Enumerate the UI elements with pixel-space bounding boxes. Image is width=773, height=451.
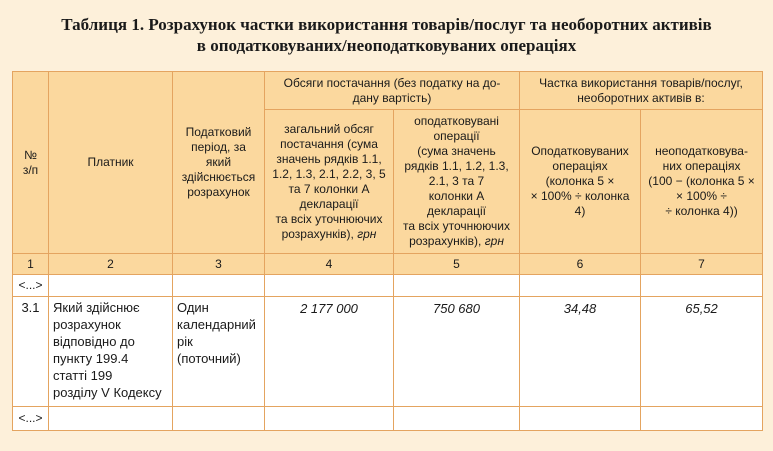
header-row-number: № з/п (13, 72, 49, 254)
column-number: 3 (173, 254, 265, 274)
column-number: 6 (520, 254, 641, 274)
unit-uah: грн (357, 226, 377, 241)
header-total-supply: загальний обсяг постачання (сума значень рядків 1.1, 1.2, 1.3, 2.1, 2.2, 3, 5 та 7 колонки А декларації та всіх уточнюючих розрахунків), грн (265, 110, 394, 254)
unit-uah: грн (484, 234, 504, 249)
header-taxable-share: Оподатковуваних операціях (колонка 5 × × 100% ÷ колонка 4) (520, 110, 641, 254)
column-number: 4 (265, 254, 394, 274)
header-nontaxable-share: неоподатковува- них операціях (100 − (колонка 5 × × 100% ÷ ÷ колонка 4)) (641, 110, 763, 254)
calculation-table (12, 71, 763, 431)
column-number: 7 (641, 254, 763, 274)
payer-description: Який здійснює розрахунок відповідно до пункту 199.4 статті 199 розділу V Кодексу (49, 296, 173, 406)
header-supply-volumes: Обсяги постачання (без податку на до- дану вартість) (265, 72, 520, 110)
nontaxable-share-value: 65,52 (641, 296, 763, 406)
total-supply-value: 2 177 000 (265, 296, 394, 406)
taxable-share-value: 34,48 (520, 296, 641, 406)
header-payer: Платник (49, 72, 173, 254)
tax-period-description: Один календарний рік (поточний) (173, 296, 265, 406)
column-number: 1 (13, 254, 49, 274)
header-tax-period: Податковий період, за який здійснюється розрахунок (173, 72, 265, 254)
table-title (0, 14, 773, 56)
taxable-operations-value: 750 680 (394, 296, 520, 406)
ellipsis-cell: <...> (13, 274, 49, 296)
header-usage-share: Частка використання товарів/послуг, необоротних активів в: (520, 72, 763, 110)
row-number: 3.1 (13, 296, 49, 406)
table-title-line-2: в оподатковуваних/неоподатковуваних операціях (196, 36, 577, 55)
column-number: 2 (49, 254, 173, 274)
column-number: 5 (394, 254, 520, 274)
ellipsis-cell: <...> (13, 406, 49, 430)
table-row (13, 296, 763, 406)
header-taxable-operations: оподатковувані операції (сума значень рядків 1.1, 1.2, 1.3, 2.1, 3 та 7 колонки А декларації та всіх уточнюючих розрахунків), грн (394, 110, 520, 254)
table-title-line-1: Таблиця 1. Розрахунок частки використання товарів/послуг та необоротних активів (61, 15, 712, 34)
